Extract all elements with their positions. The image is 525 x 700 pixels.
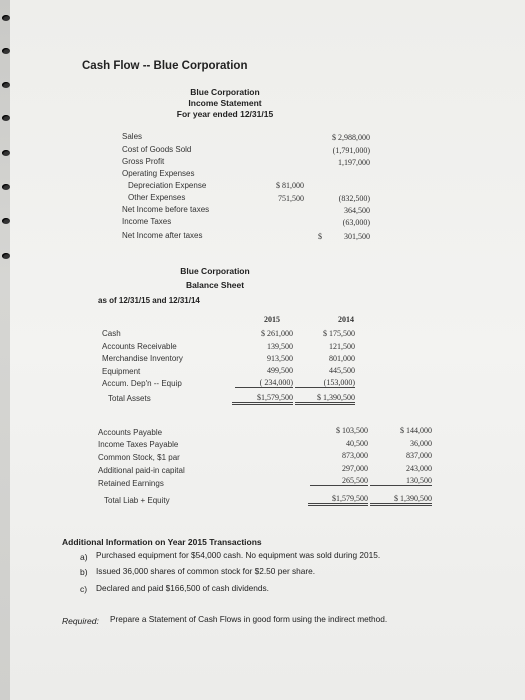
bs-2014: 837,000 [406, 451, 432, 460]
page-title: Cash Flow -- Blue Corporation [82, 60, 248, 72]
additional-heading: Additional Information on Year 2015 Transactions [62, 537, 262, 547]
bs-label: Total Assets [108, 394, 151, 403]
bs-label: Merchandise Inventory [102, 354, 183, 363]
bs-2014: (153,000) [295, 378, 355, 388]
bs-name: Balance Sheet [185, 280, 245, 290]
is-value: $ 2,988,000 [332, 133, 370, 142]
is-company: Blue Corporation [190, 87, 260, 97]
bs-company: Blue Corporation [180, 266, 250, 276]
bs-label: Accounts Receivable [102, 342, 177, 351]
is-label: Sales [122, 132, 143, 141]
bs-2014: $ 1,390,500 [370, 494, 432, 506]
bs-2014: 121,500 [329, 342, 355, 351]
bs-2014: $ 175,500 [323, 329, 355, 338]
bs-2014: 36,000 [410, 439, 432, 448]
is-label: Cost of Goods Sold [122, 145, 192, 154]
bs-label: Accum. Dep'n -- Equip [102, 379, 182, 388]
is-value: 301,500 [344, 232, 370, 241]
required-text: Prepare a Statement of Cash Flows in good form using the indirect method. [110, 614, 388, 624]
is-value: (63,000) [342, 218, 370, 227]
bs-2015: 873,000 [342, 451, 368, 460]
is-value: 364,500 [344, 206, 370, 215]
bs-2014: 243,000 [406, 464, 432, 473]
bs-2015: 265,500 [310, 476, 368, 486]
bs-label: Common Stock, $1 par [98, 453, 180, 462]
bs-2015: $1,579,500 [232, 393, 293, 405]
bs-label: Accounts Payable [98, 428, 163, 437]
item-text: Purchased equipment for $54,000 cash. No equipment was sold during 2015. [96, 550, 381, 560]
is-label: Depreciation Expense [128, 181, 207, 190]
bs-label: Additional paid-in capital [98, 466, 185, 475]
bs-2014: $ 144,000 [400, 426, 432, 435]
bs-2015: 913,500 [267, 354, 293, 363]
bs-2015: $ 103,500 [336, 426, 368, 435]
bs-label: Total Liab + Equity [104, 496, 170, 505]
is-label: Operating Expenses [122, 169, 195, 178]
required-label: Required: [62, 616, 99, 626]
bs-col-2014: 2014 [338, 315, 354, 324]
item-marker: b) [80, 567, 88, 577]
bs-label: Cash [102, 329, 121, 338]
bs-period: as of 12/31/15 and 12/31/14 [98, 296, 200, 305]
bs-2014: 445,500 [329, 366, 355, 375]
is-period: For year ended 12/31/15 [176, 109, 274, 119]
bs-2015: $1,579,500 [308, 494, 368, 506]
item-text: Issued 36,000 shares of common stock for $2.50 per share. [96, 566, 316, 576]
bs-2015: 499,500 [267, 366, 293, 375]
is-label: Other Expenses [128, 193, 186, 202]
item-marker: a) [80, 552, 88, 562]
bs-2015: 297,000 [342, 464, 368, 473]
item-text: Declared and paid $166,500 of cash dividends. [96, 583, 269, 593]
bs-label: Equipment [102, 367, 141, 376]
bs-2015: $ 261,000 [261, 329, 293, 338]
bs-label: Income Taxes Payable [98, 440, 179, 449]
bs-2014: 130,500 [370, 476, 432, 486]
is-value: (832,500) [338, 194, 370, 203]
bs-2014: 801,000 [329, 354, 355, 363]
bs-label: Retained Earnings [98, 479, 164, 488]
is-subvalue: $ 81,000 [276, 181, 304, 190]
bs-2015: 40,500 [346, 439, 368, 448]
is-subvalue: 751,500 [278, 194, 304, 203]
is-label: Net Income after taxes [122, 231, 203, 240]
is-name: Income Statement [188, 98, 262, 108]
bs-2014: $ 1,390,500 [295, 393, 355, 405]
is-label: Gross Profit [122, 157, 165, 166]
is-label: Income Taxes [122, 217, 172, 226]
bs-2015: ( 234,000) [235, 378, 293, 388]
is-value: (1,791,000) [332, 146, 370, 155]
is-dollar: $ [318, 232, 322, 241]
bs-2015: 139,500 [267, 342, 293, 351]
document-page [10, 0, 525, 700]
is-label: Net Income before taxes [122, 205, 210, 214]
item-marker: c) [80, 584, 88, 594]
bs-col-2015: 2015 [264, 315, 280, 324]
is-value: 1,197,000 [338, 158, 370, 167]
